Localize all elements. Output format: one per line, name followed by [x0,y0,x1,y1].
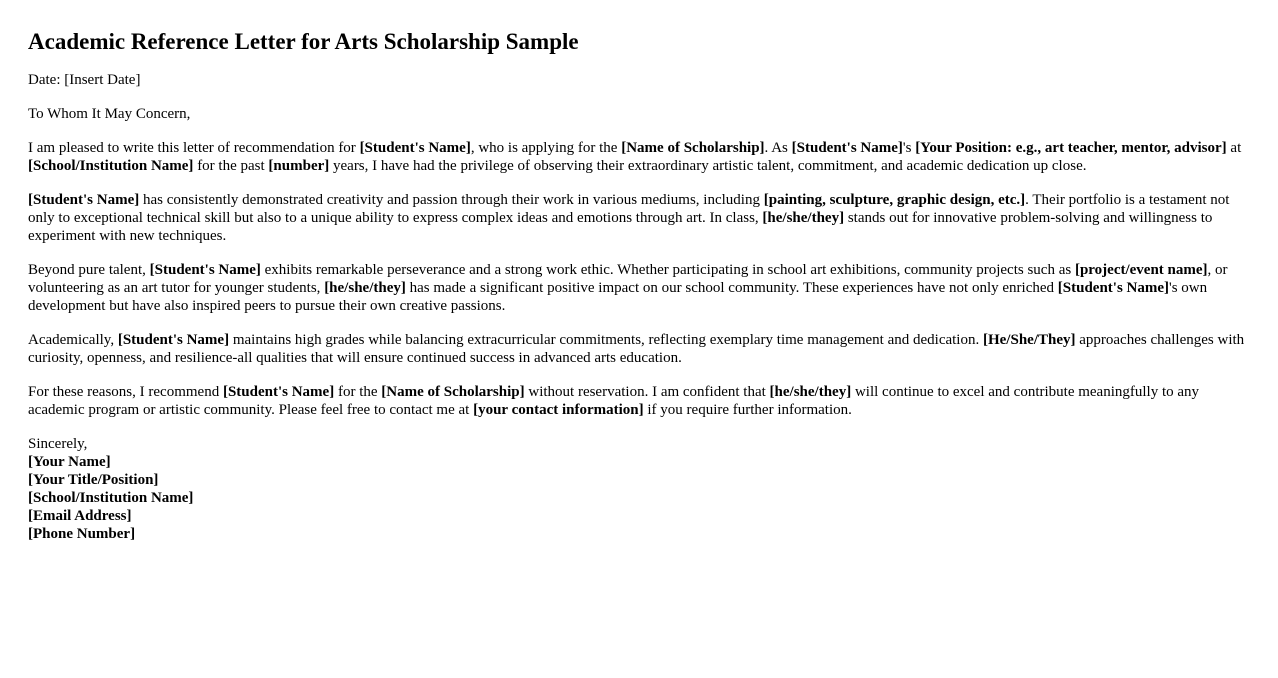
placeholder-student-name: [Student's Name] [1057,280,1170,296]
text: . Their portfolio is a testament not only to exceptional technical skill but also to a unique ability to express complex ideas and emotions through art. In class, [28,192,1230,226]
signature-email: [Email Address] [28,508,132,524]
text: will continue to excel and contribute meaningfully to any academic program or artistic community. Please feel free to contact me at [28,384,1200,418]
salutation: To Whom It May Concern, [28,106,191,122]
signature-title: [Your Title/Position] [28,472,159,488]
paragraph-perseverance [28,261,1250,315]
text: approaches challenges with curiosity, openness, and resilience-all qualities that will ensure continued success in advanced arts education. [28,332,1245,366]
text: if you require further information. [643,402,852,418]
paragraph-creativity [28,191,1250,245]
text: years, I have had the privilege of observing their extraordinary artistic talent, commitment, and academic dedication up close. [329,158,1087,174]
text: without reservation. I am confident that [524,384,770,400]
text: exhibits remarkable perseverance and a strong work ethic. Whether participating in school art exhibitions, community projects such as [260,262,1075,278]
placeholder-student-name: [Student's Name] [149,262,261,278]
signature-block [28,435,1250,543]
text: , or volunteering as an art tutor for younger students, [28,262,1228,296]
text: 's own development but have also inspired peers to pursue their own creative passions. [28,280,1208,314]
placeholder-pronoun: [he/she/they] [769,384,852,400]
closing: Sincerely, [28,436,88,452]
placeholder-project-name: [project/event name] [1074,262,1208,278]
placeholder-mediums: [painting, sculpture, graphic design, etc.] [763,192,1026,208]
text: stands out for innovative problem-solving and willingness to experiment with new techniques. [28,210,1213,244]
placeholder-student-name: [Student's Name] [28,192,140,208]
page-title: Academic Reference Letter for Arts Scholarship Sample [28,29,579,54]
text: Academically, [28,332,118,348]
paragraph-academics [28,331,1250,367]
placeholder-your-position: [Your Position: e.g., art teacher, mentor, advisor] [915,140,1227,156]
text: I am pleased to write this letter of recommendation for [28,140,360,156]
letter-page [0,28,1278,543]
text: maintains high grades while balancing extracurricular commitments, reflecting exemplary time management and dedication. [229,332,983,348]
text: , who is applying for the [470,140,622,156]
text: for the [334,384,382,400]
text: has consistently demonstrated creativity and passion through their work in various mediums, including [139,192,764,208]
date-line: Date: [Insert Date] [28,72,141,88]
signature-name: [Your Name] [28,454,111,470]
placeholder-student-name: [Student's Name] [117,332,230,348]
placeholder-student-name: [Student's Name] [359,140,471,156]
text: for the past [193,158,269,174]
placeholder-pronoun: [he/she/they] [324,280,406,296]
text: 's [902,140,916,156]
text: Beyond pure talent, [28,262,150,278]
text: at [1226,140,1242,156]
text: For these reasons, I recommend [28,384,223,400]
signature-school: [School/Institution Name] [28,490,194,506]
placeholder-scholarship-name: [Name of Scholarship] [381,384,525,400]
placeholder-school-name: [School/Institution Name] [28,158,194,174]
paragraph-conclusion [28,383,1250,419]
placeholder-contact-info: [your contact information] [473,402,644,418]
text: has made a significant positive impact on our school community. These experiences have not only enriched [405,280,1058,296]
signature-phone: [Phone Number] [28,526,136,542]
placeholder-number: [number] [268,158,330,174]
placeholder-student-name: [Student's Name] [791,140,903,156]
placeholder-pronoun: [He/She/They] [982,332,1076,348]
placeholder-student-name: [Student's Name] [222,384,335,400]
placeholder-pronoun: [he/she/they] [762,210,845,226]
placeholder-scholarship-name: [Name of Scholarship] [621,140,765,156]
text: . As [764,140,792,156]
paragraph-introduction [28,139,1250,175]
